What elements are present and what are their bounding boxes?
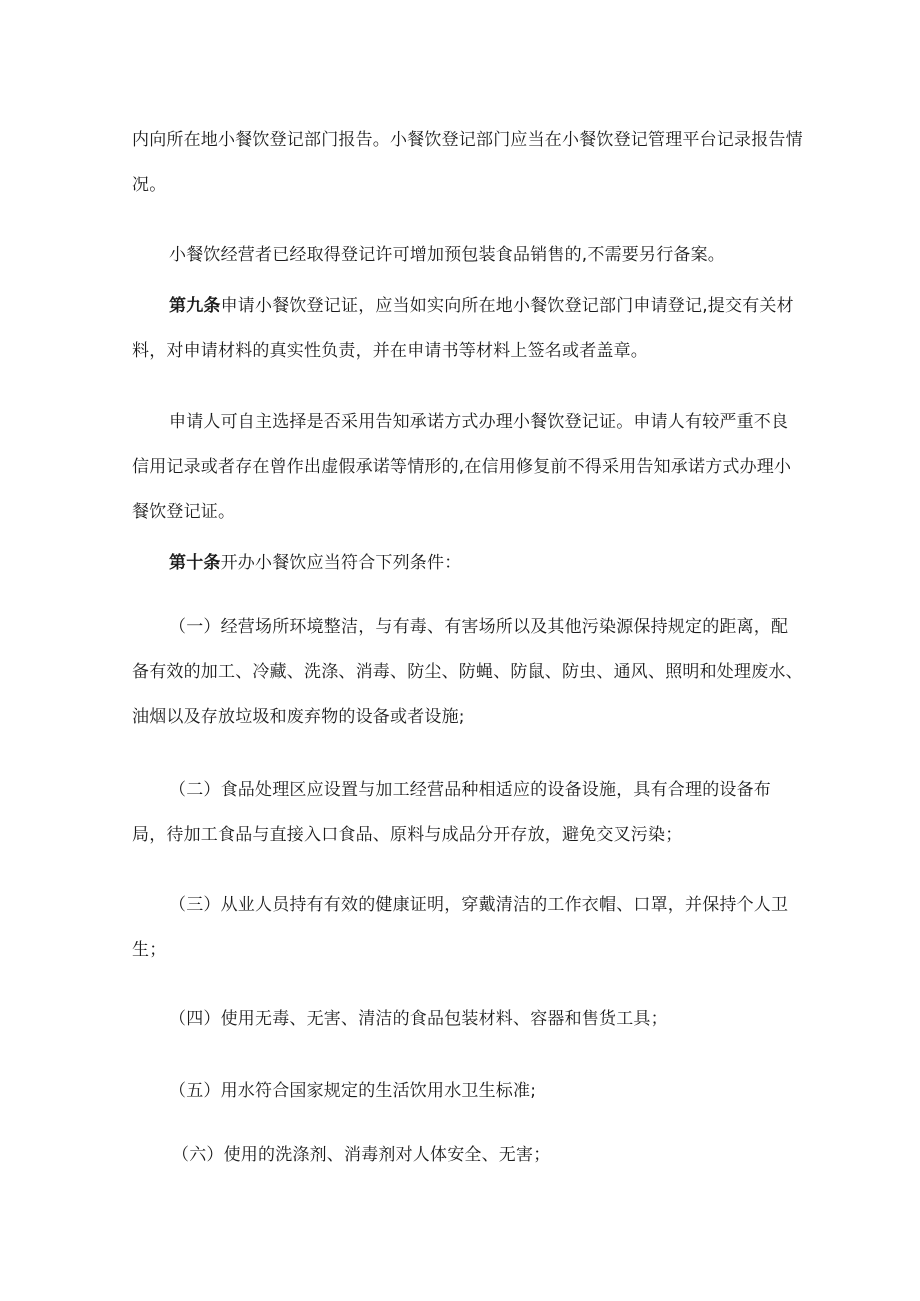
condition-item-5: （五）用水符合国家规定的生活饮用水卫生标准; (169, 1081, 537, 1101)
paragraph-article-9 (132, 284, 804, 374)
condition-item-2: （二）食品处理区应设置与加工经营品种相适应的设备设施，具有合理的设备布局，待加工食品与直接入口食品、原料与成品分开存放，避免交叉污染； (132, 780, 771, 845)
paragraph-report-continuation: 内向所在地小餐饮登记部门报告。小餐饮登记部门应当在小餐饮登记管理平台记录报告情况。 (132, 130, 803, 195)
article-9-text: 申请小餐饮登记证，应当如实向所在地小餐饮登记部门申请登记,提交有关材料，对申请材料的真实性负责，并在申请书等材料上签名或者盖章。 (132, 296, 794, 361)
article-10-text: 开办小餐饮应当符合下列条件： (220, 553, 462, 573)
condition-item-6: （六）使用的洗涤剂、消毒剂对人体安全、无害； (172, 1145, 551, 1165)
condition-item-1: （一）经营场所环境整洁，与有毒、有害场所以及其他污染源保持规定的距离，配备有效的加工、冷藏、洗涤、消毒、防尘、防蝇、防鼠、防虫、通风、照明和处理废水、油烟以及存放垃圾和废弃物的设备或者设施; (132, 617, 803, 727)
paragraph-article-10 (132, 541, 804, 586)
condition-item-3: （三）从业人员持有有效的健康证明，穿戴清洁的工作衣帽、口罩，并保持个人卫生； (132, 895, 789, 960)
article-10-label: 第十条 (169, 553, 221, 573)
paragraph-prepackaged-food: 小餐饮经营者已经取得登记许可增加预包装食品销售的,不需要另行备案。 (169, 245, 726, 265)
paragraph-commitment-method: 申请人可自主选择是否采用告知承诺方式办理小餐饮登记证。申请人有较严重不良信用记录或者存在曾作出虚假承诺等情形的,在信用修复前不得采用告知承诺方式办理小餐饮登记证。 (132, 412, 792, 522)
article-9-label: 第九条 (169, 296, 221, 316)
condition-item-4: （四）使用无毒、无害、清洁的食品包装材料、容器和售货工具； (169, 1009, 668, 1029)
